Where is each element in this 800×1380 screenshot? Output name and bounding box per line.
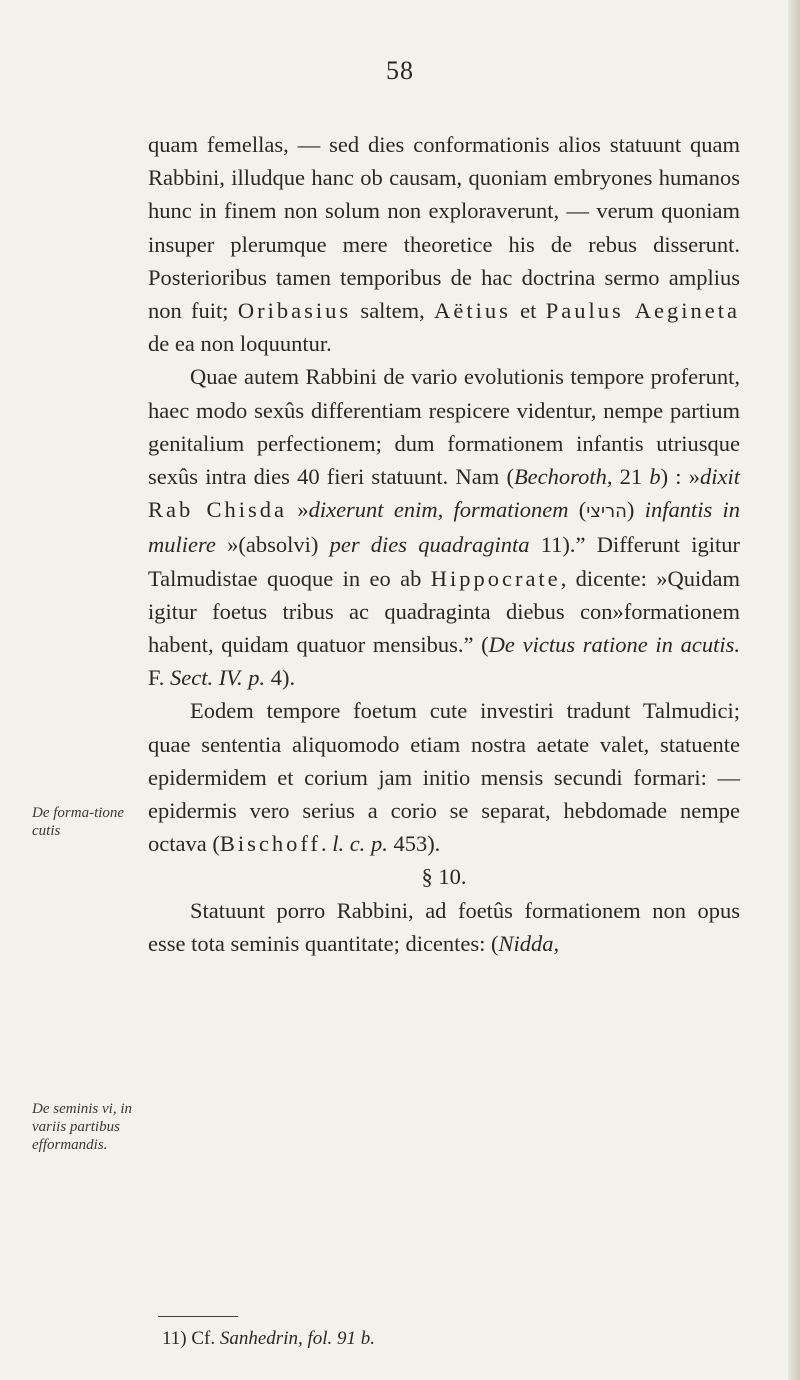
footnote-number: 11) [162, 1328, 187, 1349]
footnote [162, 1328, 375, 1350]
text: Quae autem Rabbini de vario evolutionis tempore proferunt, haec modo sexûs differentiam respicere videntur, nempe partium genitalium perfectionem; dum formationem infantis utriusque sexûs intra dies 40 fieri statuunt. Nam ( [148, 364, 740, 490]
citation: De victus ratione in acutis. [488, 632, 740, 658]
text: . [320, 831, 333, 857]
citation: l. c. [332, 831, 366, 857]
text: 453). [387, 831, 441, 857]
text: de ea non loquuntur. [148, 331, 332, 357]
text: 11).” Differunt igitur Talmudistae quoque in eo ab [148, 532, 740, 591]
author-paulus: Paulus Aegineta [545, 298, 741, 324]
section-heading: § 10. [421, 864, 467, 890]
text: quam femellas, — sed dies conformationis alios statuunt quam Rabbini, illudque hanc ob causam, quoniam embryones humanos hunc in finem non solum non exploraverunt, — verum quoniam insuper plerumque mere theoretice his de rebus disserunt. Posterioribus tamen temporibus de hac doctrina sermo amplius non fuit; [148, 132, 740, 324]
quote: infantis in muliere [148, 497, 740, 558]
page-edge [788, 0, 800, 1380]
author-rab-chisda: Rab Chisda [148, 497, 288, 523]
paragraph-4 [148, 894, 740, 960]
paragraph-3 [148, 694, 740, 860]
margin-note-seminis: De seminis vi, in variis partibus efformandis. [32, 1101, 132, 1153]
body-text [148, 128, 740, 960]
footnote-rule [158, 1316, 238, 1317]
text: , 21 [606, 464, 650, 490]
text: » [287, 497, 309, 523]
text: »(absolvi) [215, 532, 330, 558]
author-aetius: Aëtius [434, 298, 511, 324]
quote: dixerunt enim, formationem [308, 497, 569, 523]
author-bischoff: Bischoff [219, 831, 321, 857]
citation: Bechoroth [513, 464, 607, 490]
text: Statuunt porro Rabbini, ad foetûs formationem non opus esse tota seminis quantitate; dicentes: ( [148, 897, 740, 956]
citation: b [649, 464, 661, 490]
citation: Nidda, [498, 930, 560, 956]
page-number: 58 [386, 56, 414, 85]
text: F. [148, 665, 170, 691]
quote: dixit [700, 464, 740, 490]
text: ) : » [660, 464, 700, 490]
text: Eodem tempore foetum cute investiri tradunt Talmudici; quae sententia aliquomodo etiam nostra aetate valet, statuente epidermidem et corium jam initio mensis secundi formari: — epidermis vero serius a corio se separat, hebdomade nempe octava ( [148, 698, 740, 857]
quote: per dies quadraginta [329, 532, 530, 558]
author-oribasius: Oribasius [237, 298, 352, 324]
footnote-cf: Cf. [191, 1328, 216, 1349]
text: saltem, [351, 298, 435, 324]
paragraph-1 [148, 128, 740, 360]
author-hippocrates: Hippocrate [430, 565, 561, 591]
paragraph-2 [148, 360, 740, 694]
text: et [510, 298, 546, 324]
text: 4). [265, 665, 296, 691]
margin-note-cutis: De forma-tione cutis [32, 805, 125, 839]
text: ( [568, 497, 587, 523]
footnote-reference: Sanhedrin, fol. 91 b. [219, 1328, 376, 1349]
text: ) [626, 497, 645, 523]
citation: p. [370, 831, 388, 857]
citation: Sect. IV. p. [169, 665, 266, 691]
hebrew-word: הריצי [586, 501, 627, 523]
text: , dicente: »Quidam igitur foetus tribus ac quadraginta diebus con»formationem habent, quidam quatuor mensibus.” ( [148, 565, 741, 658]
